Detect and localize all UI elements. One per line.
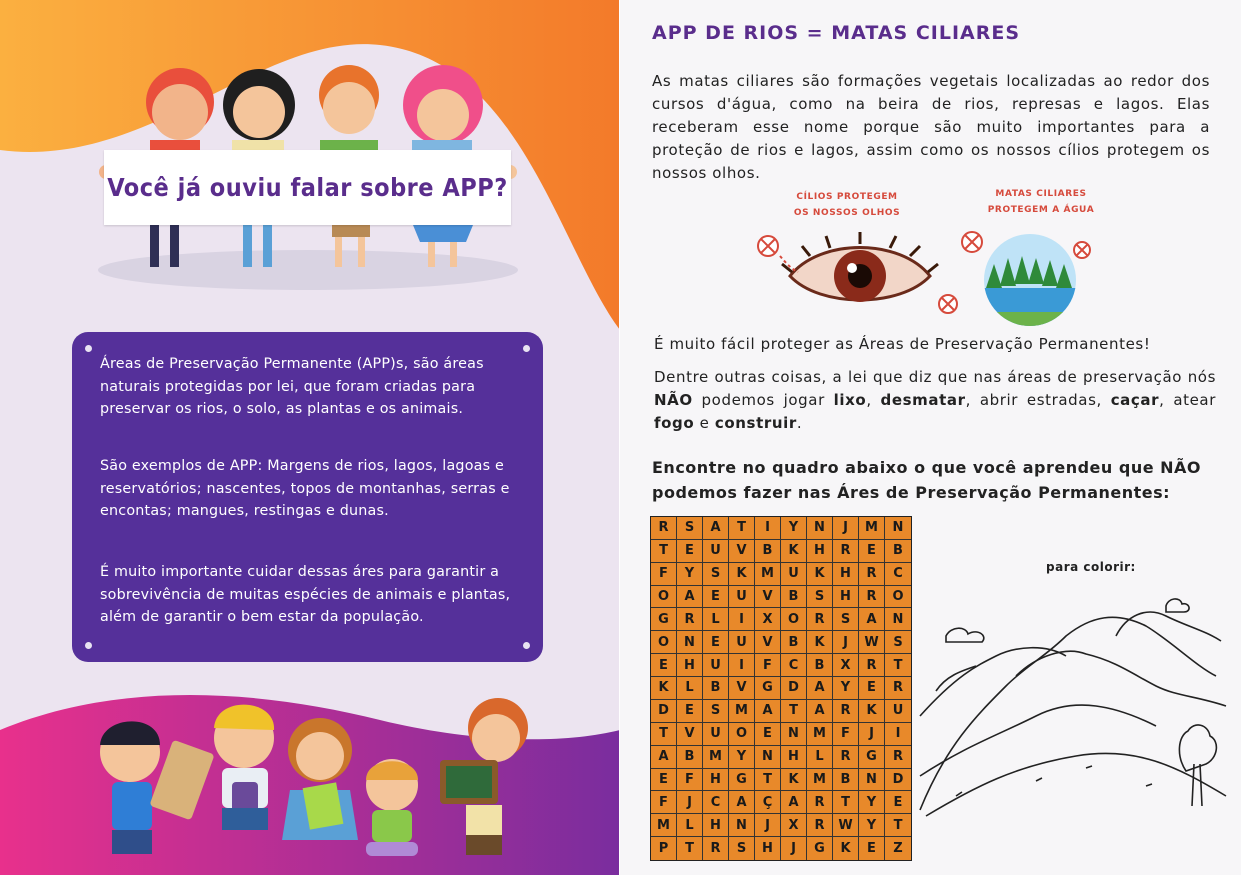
word-search-cell[interactable]: V [729,677,755,700]
word-search-cell[interactable]: S [677,517,703,540]
word-search-cell[interactable]: O [729,723,755,746]
word-search-cell[interactable]: R [833,746,859,769]
word-search-cell[interactable]: S [885,631,911,654]
word-search-cell[interactable]: G [651,608,677,631]
word-search-cell[interactable]: W [833,814,859,837]
right-page [620,0,1241,875]
word-search-cell[interactable]: A [781,791,807,814]
word-search-cell[interactable]: I [755,517,781,540]
word-search-cell[interactable]: K [807,563,833,586]
word-search-cell[interactable]: R [807,791,833,814]
word-search-cell[interactable]: Y [781,517,807,540]
word-search-cell[interactable]: M [755,563,781,586]
word-search-cell[interactable]: E [859,540,885,563]
word-search-cell[interactable]: J [833,631,859,654]
left-page [0,0,620,875]
word-search-cell[interactable]: X [755,608,781,631]
word-search-cell[interactable]: R [885,746,911,769]
law-text: , abrir estradas, [965,391,1111,409]
word-search-cell[interactable]: A [729,791,755,814]
word-search-cell[interactable]: N [807,517,833,540]
word-search-cell[interactable]: K [833,837,859,860]
word-search-cell[interactable]: L [807,746,833,769]
word-search-cell[interactable]: U [703,654,729,677]
word-search-cell[interactable]: Y [677,563,703,586]
word-search-cell[interactable]: E [651,654,677,677]
word-search-cell[interactable]: H [833,563,859,586]
word-search-cell[interactable]: T [885,654,911,677]
word-search-cell[interactable]: I [729,654,755,677]
word-search-cell[interactable]: R [885,677,911,700]
word-search-cell[interactable]: R [859,586,885,609]
word-search-cell[interactable]: R [859,563,885,586]
app-info-box [72,332,543,662]
word-search-cell[interactable]: C [703,791,729,814]
word-search-cell[interactable]: E [859,677,885,700]
word-search-cell[interactable]: J [755,814,781,837]
word-search-cell[interactable]: D [885,769,911,792]
eye-caption-line: CÍLIOS PROTEGEM [796,192,898,202]
word-search-cell[interactable]: E [755,723,781,746]
word-search-cell[interactable]: K [781,540,807,563]
word-search-cell[interactable]: T [755,769,781,792]
word-search-cell[interactable]: T [651,540,677,563]
word-search-cell[interactable]: D [781,677,807,700]
easy-protect-text: É muito fácil proteger as Áreas de Preservação Permanentes! [654,335,1151,353]
word-search-cell[interactable]: N [729,814,755,837]
word-search-cell[interactable]: B [677,746,703,769]
page-title: APP DE RIOS = MATAS CILIARES [652,22,1021,44]
question-banner [104,150,511,225]
word-search-cell[interactable]: V [755,631,781,654]
word-search-cell[interactable]: E [677,540,703,563]
word-search-cell[interactable]: F [833,723,859,746]
word-search-cell[interactable]: M [703,746,729,769]
word-search-cell[interactable]: E [703,631,729,654]
law-text: e [694,414,715,432]
law-emphasis: caçar [1110,391,1160,409]
word-search-cell[interactable]: S [703,700,729,723]
word-search-cell[interactable]: K [781,769,807,792]
banner-text: Você já ouviu falar sobre APP? [107,173,508,202]
forest-caption [966,186,1116,218]
word-search-cell[interactable]: C [885,563,911,586]
word-search-cell[interactable]: T [885,814,911,837]
word-search-cell[interactable]: S [703,563,729,586]
word-search-cell[interactable]: B [833,769,859,792]
word-search-cell[interactable]: R [859,654,885,677]
word-search-cell[interactable]: U [729,631,755,654]
word-search-cell[interactable]: B [781,586,807,609]
word-search-cell[interactable]: T [833,791,859,814]
word-search-cell[interactable]: T [677,837,703,860]
word-search-cell[interactable]: H [755,837,781,860]
word-search-cell[interactable]: U [885,700,911,723]
word-search-cell[interactable]: A [651,746,677,769]
word-search-cell[interactable]: V [755,586,781,609]
word-search-cell[interactable]: T [781,700,807,723]
word-search-cell[interactable]: A [703,517,729,540]
word-search-cell[interactable]: B [807,654,833,677]
word-search-cell[interactable]: R [833,540,859,563]
word-search-cell[interactable]: S [729,837,755,860]
law-text: , atear [1159,391,1216,409]
word-search-cell[interactable]: H [833,586,859,609]
word-search-cell[interactable]: U [781,563,807,586]
forest-circle-icon [980,228,1080,328]
coloring-label: para colorir: [1046,560,1136,574]
corner-dot [523,642,530,649]
word-search-cell[interactable]: B [885,540,911,563]
info-paragraph-examples: São exemplos de APP: Margens de rios, lagos, lagoas e reservatórios; nascentes, topos de montanhas, serras e encontas; mangues, restingas e dunas. [100,458,510,519]
word-search-cell[interactable]: B [755,540,781,563]
word-search-cell[interactable]: P [651,837,677,860]
word-search-cell[interactable]: H [807,540,833,563]
word-search-cell[interactable]: L [703,608,729,631]
word-search-cell[interactable]: A [859,608,885,631]
word-search-cell[interactable]: S [807,586,833,609]
word-search-cell[interactable]: L [677,677,703,700]
word-search-cell[interactable]: R [651,517,677,540]
law-paragraph [654,366,1216,435]
law-emphasis: lixo [833,391,867,409]
word-search-cell[interactable]: Y [729,746,755,769]
word-search-cell[interactable]: G [755,677,781,700]
eye-caption-line: OS NOSSOS OLHOS [793,208,901,218]
word-search-cell[interactable]: J [859,723,885,746]
word-search-cell[interactable]: B [781,631,807,654]
forest-caption-line: PROTEGEM A ÁGUA [987,205,1095,215]
word-search-cell[interactable]: E [885,791,911,814]
word-search-cell[interactable]: Z [893,841,903,857]
info-paragraph-importance: É muito importante cuidar dessas áres para garantir a sobrevivência de muitas espécies de animais e plantas, além de garantir o bem estar da população. [100,564,511,625]
word-search-cell[interactable]: U [703,540,729,563]
law-emphasis: construir [714,414,797,432]
law-text: . [796,414,803,432]
word-search-cell[interactable]: S [833,608,859,631]
word-search-cell[interactable]: X [833,654,859,677]
word-search-cell[interactable]: M [729,700,755,723]
word-search-cell[interactable]: A [807,700,833,723]
word-search-cell[interactable]: J [833,517,859,540]
word-search-cell[interactable]: T [729,517,755,540]
word-search-cell[interactable]: O [781,608,807,631]
law-emphasis: NÃO [654,391,693,409]
word-search-cell[interactable]: D [651,700,677,723]
word-search-cell[interactable]: R [833,700,859,723]
word-search-cell[interactable]: G [807,837,833,860]
word-search-cell[interactable]: H [703,814,729,837]
word-search-cell[interactable]: W [859,631,885,654]
word-search-cell[interactable]: Ç [755,791,781,814]
word-search-cell[interactable]: U [729,586,755,609]
word-search-cell[interactable]: E [677,700,703,723]
word-search-cell[interactable]: G [859,746,885,769]
word-search-cell[interactable]: C [781,654,807,677]
word-search-cell[interactable]: Y [859,814,885,837]
info-paragraph-definition: Áreas de Preservação Permanente (APP)s, são áreas naturais protegidas por lei, que foram criadas para preservar os rios, o solo, as plantas e os animais. [100,356,484,417]
forest-caption-line: MATAS CILIARES [995,189,1087,199]
word-search-cell[interactable]: O [651,631,677,654]
word-search-cell[interactable]: R [807,814,833,837]
word-search-cell[interactable]: O [885,586,911,609]
word-search-cell[interactable]: K [859,700,885,723]
word-search-cell[interactable]: E [651,769,677,792]
corner-dot [85,642,92,649]
word-search-cell[interactable]: O [651,586,677,609]
law-text: podemos jogar [692,391,834,409]
word-search-cell[interactable]: N [885,608,911,631]
word-search-cell[interactable]: I [729,608,755,631]
word-search-cell[interactable]: M [859,517,885,540]
word-search-cell[interactable]: N [885,517,911,540]
word-search-cell[interactable]: J [781,837,807,860]
word-search-grid[interactable] [650,516,912,861]
law-text: Dentre outras coisas, a lei que diz que nas áreas de preservação nós [654,368,1216,386]
word-search-cell[interactable]: R [807,608,833,631]
word-search-cell[interactable]: R [703,837,729,860]
word-search-cell[interactable]: E [859,837,885,860]
word-search-cell[interactable]: G [729,769,755,792]
intro-paragraph: As matas ciliares são formações vegetais localizadas ao redor dos cursos d'água, como na beira de rios, represas e lagos. Elas receberam esse nome porque são muito importantes para a proteção de rios e lagos, assim como os nossos cílios protegem os nossos olhos. [652,72,1210,182]
law-emphasis: fogo [654,414,695,432]
word-search-cell[interactable]: N [677,631,703,654]
law-emphasis: desmatar [880,391,966,409]
word-search-cell[interactable]: N [781,723,807,746]
word-search-cell[interactable]: T [651,723,677,746]
word-search-cell[interactable]: V [729,540,755,563]
word-search-cell[interactable]: M [651,814,677,837]
eye-caption [772,189,922,221]
word-search-cell[interactable]: F [755,654,781,677]
word-search-cell[interactable]: U [703,723,729,746]
word-search-cell[interactable]: X [781,814,807,837]
word-search-cell[interactable]: N [755,746,781,769]
corner-dot [85,345,92,352]
word-search-instructions: Encontre no quadro abaixo o que você aprendeu que NÃO podemos fazer nas Áres de Preservação Permanentes: [652,458,1202,502]
corner-dot [523,345,530,352]
word-search-cell[interactable]: M [807,723,833,746]
word-search-cell[interactable]: J [677,791,703,814]
word-search-cell[interactable]: F [677,769,703,792]
word-search-cell[interactable]: F [651,791,677,814]
word-search-cell[interactable]: K [807,631,833,654]
word-search-cell[interactable]: I [885,723,911,746]
mountain-landscape-drawing[interactable] [916,596,1230,826]
word-search-cell[interactable]: M [807,769,833,792]
word-search-cell[interactable]: V [677,723,703,746]
word-search-cell[interactable]: A [677,586,703,609]
eye-icon [782,232,938,302]
word-search-cell[interactable]: F [651,563,677,586]
word-search-cell[interactable]: K [651,677,677,700]
word-search-cell[interactable]: E [703,586,729,609]
word-search-cell[interactable]: K [729,563,755,586]
word-search-cell[interactable]: Y [859,791,885,814]
word-search-cell[interactable]: A [755,700,781,723]
word-search-cell[interactable]: R [677,608,703,631]
word-search-cell[interactable]: H [781,746,807,769]
eye-and-forest-illustration [750,228,1110,328]
word-search-cell[interactable]: L [677,814,703,837]
law-text: , [866,391,881,409]
word-search-cell[interactable]: N [859,769,885,792]
word-search-cell[interactable]: H [677,654,703,677]
word-search-cell[interactable]: B [703,677,729,700]
word-search-cell[interactable]: Y [833,677,859,700]
word-search-cell[interactable]: H [703,769,729,792]
word-search-cell[interactable]: A [807,677,833,700]
